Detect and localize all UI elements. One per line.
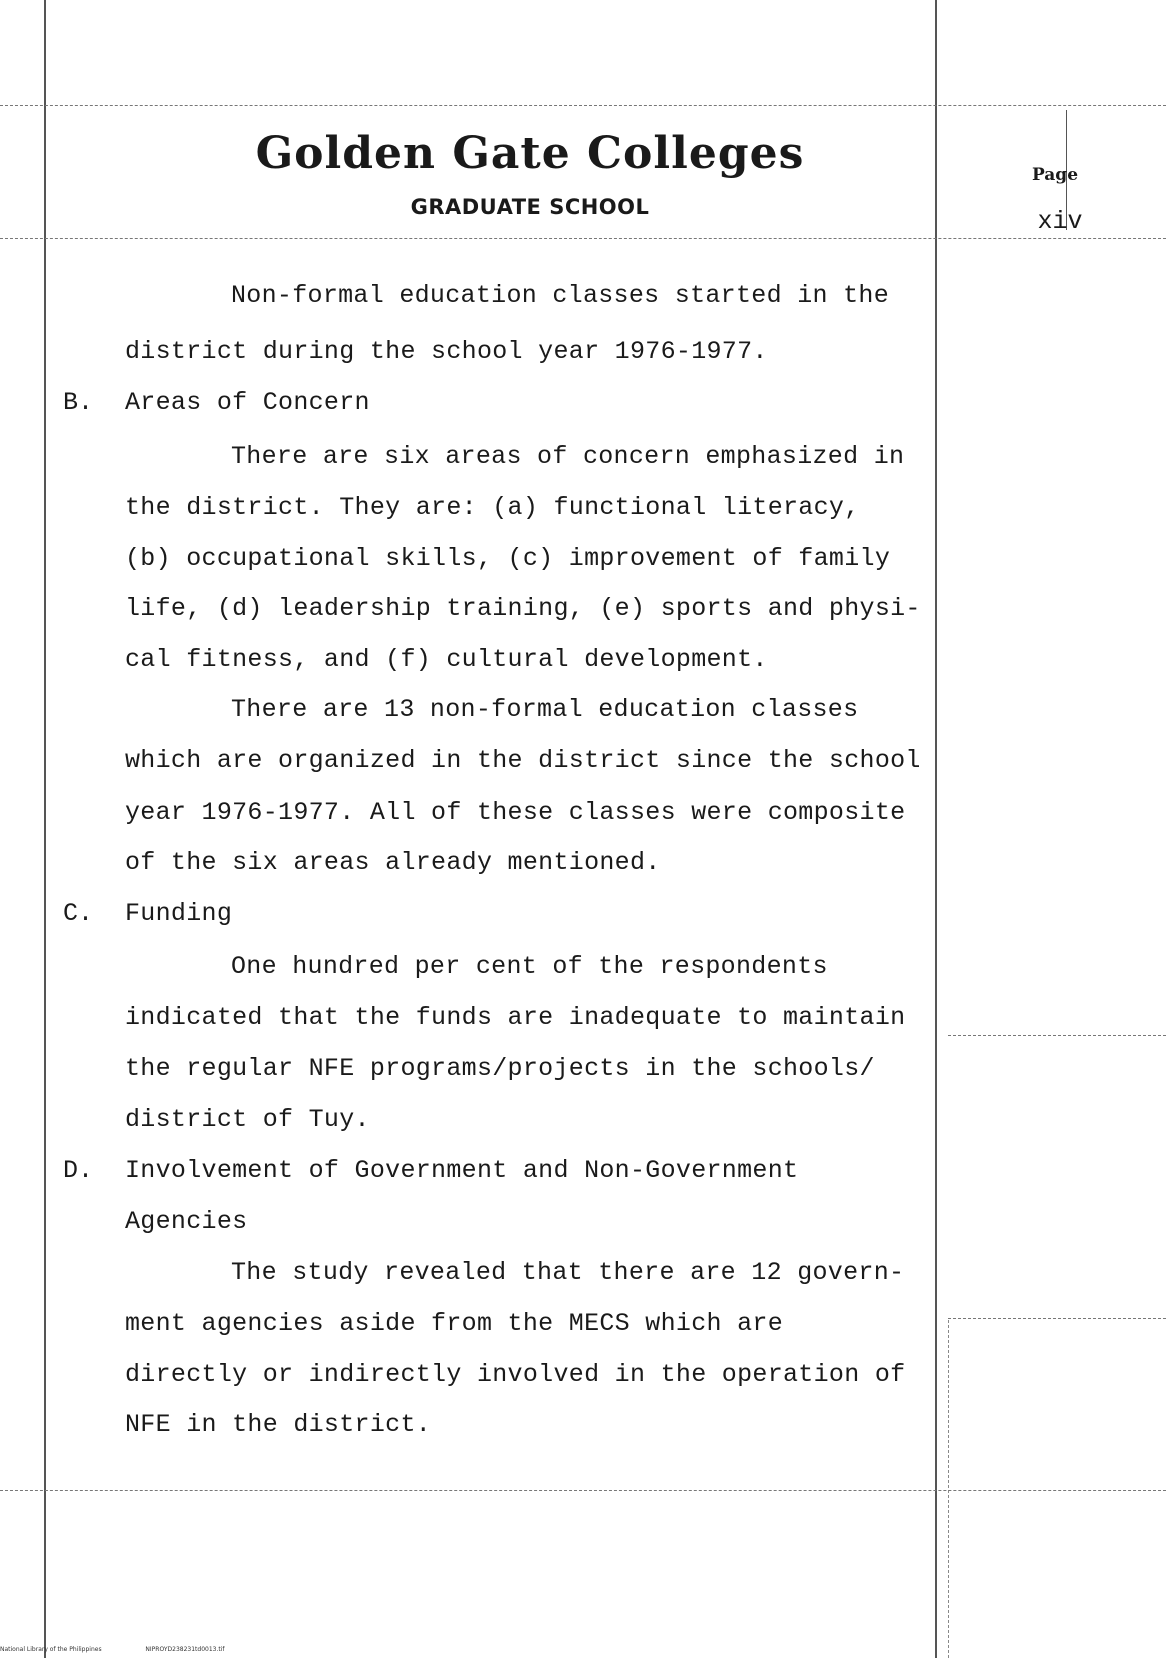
paragraph-line: directly or indirectly involved in the operation of — [125, 1360, 906, 1389]
footer-filename: NIPROYD238231td0013.tif — [145, 1646, 225, 1653]
paragraph-line: There are 13 non-formal education classes — [231, 695, 859, 724]
paragraph-line: Non-formal education classes started in the — [231, 281, 890, 310]
section-marker-b: B. — [63, 388, 94, 417]
page-label: Page — [1031, 165, 1079, 185]
page-number: xiv — [1037, 207, 1083, 236]
right-margin-rule — [935, 0, 937, 1658]
section-heading-d: Involvement of Government and Non-Government — [125, 1156, 799, 1185]
top-border-line — [0, 105, 1166, 106]
section-marker-d: D. — [63, 1156, 94, 1185]
school-name: GRADUATE SCHOOL — [410, 195, 650, 219]
section-heading-c: Funding — [125, 899, 233, 928]
paragraph-line: cal fitness, and (f) cultural development. — [125, 645, 768, 674]
paragraph-line: which are organized in the district since the school — [125, 746, 921, 775]
paragraph-line: There are six areas of concern emphasized in — [231, 442, 905, 471]
bottom-right-vertical-rule — [948, 1320, 949, 1658]
paragraph-line: (b) occupational skills, (c) improvement of family — [125, 544, 891, 573]
paragraph-line: the regular NFE programs/projects in the schools/ — [125, 1054, 875, 1083]
paragraph-line: NFE in the district. — [125, 1410, 432, 1439]
paragraph-line: One hundred per cent of the respondents — [231, 952, 828, 981]
paragraph-line: year 1976-1977. All of these classes were composite — [125, 798, 906, 827]
left-margin-rule — [44, 0, 46, 1658]
paragraph-line: The study revealed that there are 12 govern- — [231, 1258, 905, 1287]
footer-library: National Library of the Philippines — [0, 1646, 102, 1653]
section-heading-d: Agencies — [125, 1207, 248, 1236]
paragraph-line: indicated that the funds are inadequate to maintain — [125, 1003, 906, 1032]
section-heading-b: Areas of Concern — [125, 388, 370, 417]
right-column-divider-2 — [948, 1318, 1166, 1319]
paragraph-line: the district. They are: (a) functional literacy, — [125, 493, 860, 522]
paragraph-line: of the six areas already mentioned. — [125, 848, 661, 877]
header-divider-line — [0, 238, 1166, 239]
section-marker-c: C. — [63, 899, 94, 928]
paragraph-line: life, (d) leadership training, (e) sports and physi- — [125, 594, 921, 623]
paragraph-line: ment agencies aside from the MECS which are — [125, 1309, 784, 1338]
paragraph-line: district of Tuy. — [125, 1105, 370, 1134]
scan-footer — [0, 1646, 225, 1653]
right-column-divider-1 — [948, 1035, 1166, 1036]
institution-name: Golden Gate Colleges — [255, 128, 805, 179]
paragraph-line: district during the school year 1976-1977. — [125, 337, 768, 366]
bottom-border-line — [0, 1490, 1166, 1491]
